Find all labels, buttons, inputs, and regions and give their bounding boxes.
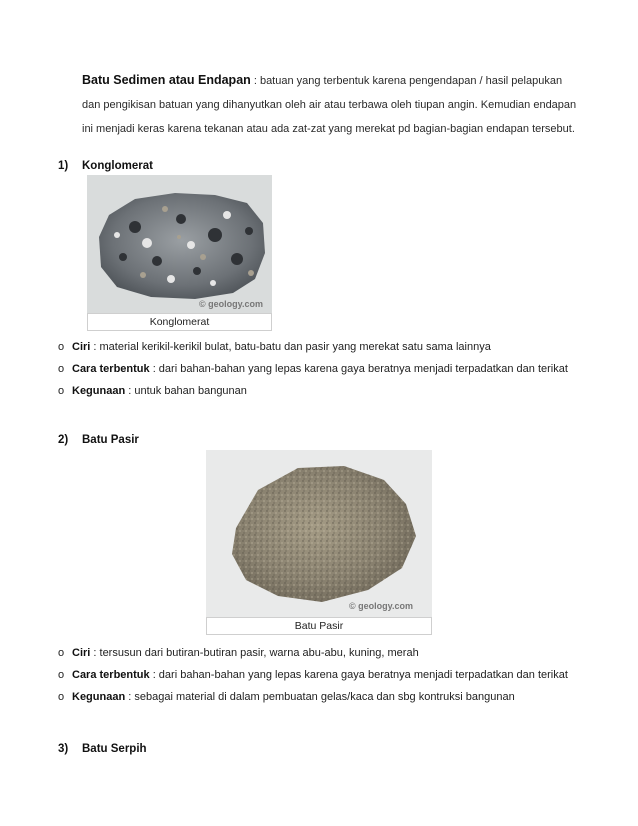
intro-paragraph [82,68,582,141]
intro-title: Batu Sedimen atau Endapan [82,73,251,87]
bullet-marker: o [58,341,65,353]
bullet-ciri [58,336,568,358]
section-title: Batu Pasir [82,434,139,446]
figure-caption: Batu Pasir [206,617,432,635]
konglomerat-bullets [58,336,568,402]
bullet-marker: o [58,363,65,375]
bullet-ciri [58,642,568,664]
bullet-cara-terbentuk [58,358,568,380]
bullet-label: Ciri [72,647,91,659]
bullet-marker: o [58,647,65,659]
bullet-text: : untuk bahan bangunan [125,385,247,397]
intro-text: : batuan yang terbentuk karena pengendapan / hasil pelapukan dan pengikisan batuan yang dihanyutkan oleh air atau terbawa oleh tiupan angin. Kemudian endapan ini menjadi keras karena tekanan atau ada zat-zat yang merekat pd bagian-bagian endapan tersebut. [82,75,577,135]
konglomerat-figure [87,175,272,330]
bullet-text: : dari bahan-bahan yang lepas karena gaya beratnya menjadi terpadatkan dan terikat [149,669,568,681]
figure-caption: Konglomerat [87,313,272,331]
section-heading-konglomerat [58,160,153,172]
watermark-text: © geology.com [349,601,413,611]
section-number: 1) [58,160,69,172]
konglomerat-photo [87,175,272,313]
bullet-marker: o [58,691,65,703]
bullet-text: : dari bahan-bahan yang lepas karena gaya beratnya menjadi terpadatkan dan terikat [149,363,568,375]
bullet-label: Cara terbentuk [72,363,150,375]
batu-pasir-bullets [58,642,568,708]
bullet-label: Kegunaan [72,691,126,703]
batu-pasir-figure [206,450,432,635]
watermark-text: © geology.com [199,299,263,309]
bullet-label: Cara terbentuk [72,669,150,681]
bullet-marker: o [58,385,65,397]
bullet-label: Ciri [72,341,91,353]
section-title: Batu Serpih [82,743,147,755]
section-title: Konglomerat [82,160,153,172]
section-number: 2) [58,434,69,446]
batu-pasir-photo [206,450,432,617]
bullet-marker: o [58,669,65,681]
bullet-kegunaan [58,380,568,402]
bullet-text: : material kerikil-kerikil bulat, batu-batu dan pasir yang merekat satu sama lainnya [90,341,491,353]
bullet-kegunaan [58,686,568,708]
bullet-text: : sebagai material di dalam pembuatan gelas/kaca dan sbg kontruksi bangunan [125,691,515,703]
section-number: 3) [58,743,69,755]
bullet-label: Kegunaan [72,385,126,397]
bullet-text: : tersusun dari butiran-butiran pasir, warna abu-abu, kuning, merah [90,647,419,659]
section-heading-batu-pasir [58,434,139,446]
bullet-cara-terbentuk [58,664,568,686]
section-heading-batu-serpih [58,743,147,755]
